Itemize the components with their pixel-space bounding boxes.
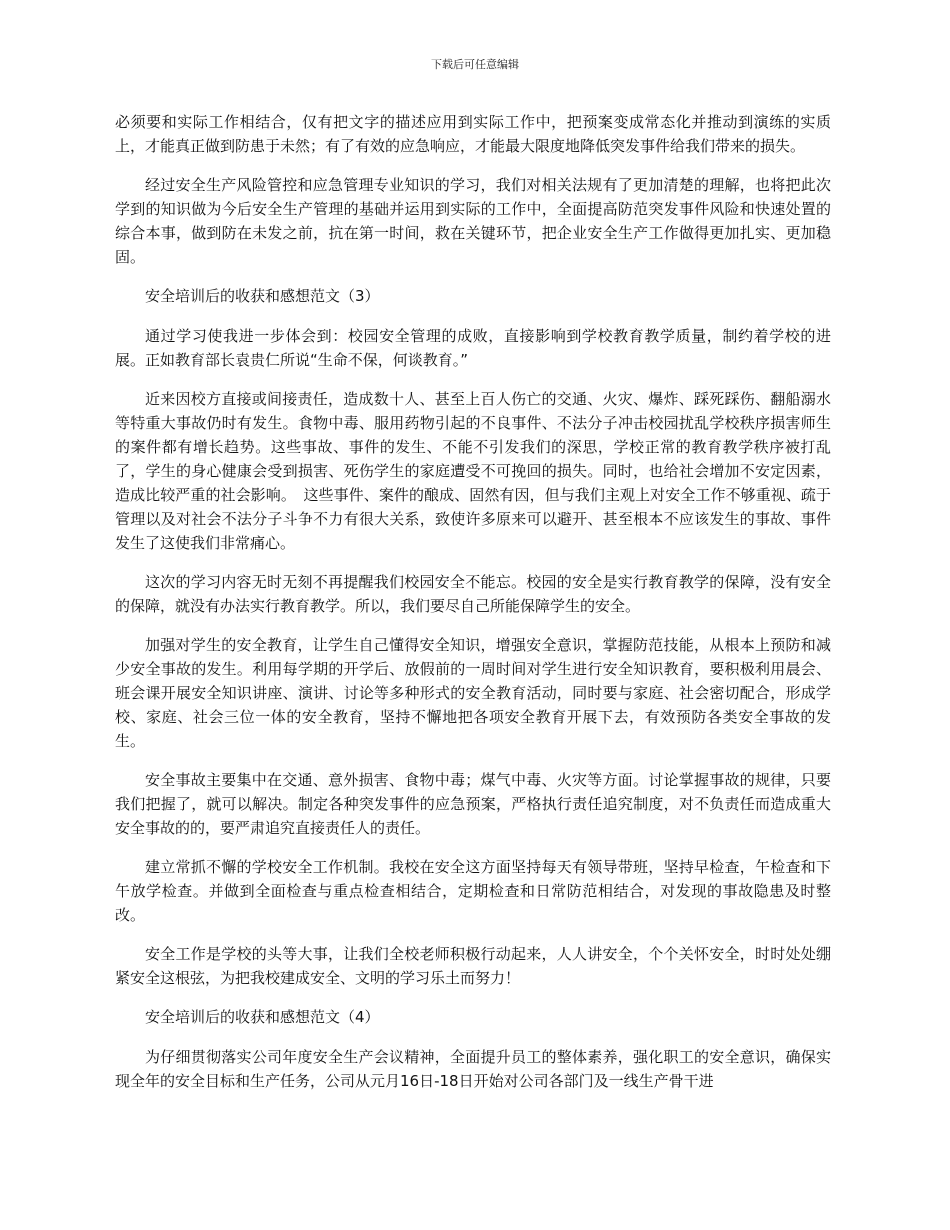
document-body [115, 110, 831, 1108]
page-header: 下载后可任意编辑 [431, 58, 519, 71]
paragraph: 加强对学生的安全教育，让学生自己懂得安全知识，增强安全意识，掌握防范技能，从根本上预防和减少安全事故的发生。利用每学期的开学后、放假前的一周时间对学生进行安全知识教育，要积极利用晨会、班会课开展安全知识讲座、演讲、讨论等多种形式的安全教育活动，同时要与家庭、社会密切配合，形成学校、家庭、社会三位一体的安全教育，坚持不懈地把各项安全教育开展下去，有效预防各类安全事故的发生。 [115, 636, 831, 750]
paragraph: 经过安全生产风险管控和应急管理专业知识的学习，我们对相关法规有了更加清楚的理解，也将把此次学到的知识做为今后安全生产管理的基础并运用到实际的工作中，全面提高防范突发事件风险和快速处置的综合本事，做到防在未发之前，抗在第一时间，救在关键环节，把企业安全生产工作做得更加扎实、更加稳固。 [115, 176, 831, 266]
paragraph: 通过学习使我进一步体会到：校园安全管理的成败，直接影响到学校教育教学质量，制约着学校的进展。正如教育部长袁贵仁所说“生命不保，何谈教育。” [115, 327, 831, 369]
paragraph: 安全事故主要集中在交通、意外损害、食物中毒；煤气中毒、火灾等方面。讨论掌握事故的规律，只要我们把握了，就可以解决。制定各种突发事件的应急预案，严格执行责任追究制度，对不负责任而造成重大安全事故的的，要严肃追究直接责任人的责任。 [115, 771, 831, 837]
paragraph: 这次的学习内容无时无刻不再提醒我们校园安全不能忘。校园的安全是实行教育教学的保障，没有安全的保障，就没有办法实行教育教学。所以，我们要尽自己所能保障学生的安全。 [115, 573, 831, 615]
paragraph-continuation: 必须要和实际工作相结合，仅有把文字的描述应用到实际工作中，把预案变成常态化并推动到演练的实质上，才能真正做到防患于未然；有了有效的应急响应，才能最大限度地降低突发事件给我们带来的损失。 [115, 113, 831, 155]
paragraph: 安全工作是学校的头等大事，让我们全校老师积极行动起来，人人讲安全，个个关怀安全，时时处处绷紧安全这根弦，为把我校建成安全、文明的学习乐土而努力！ [115, 945, 831, 987]
section-heading-3: 安全培训后的收获和感想范文（3） [145, 287, 380, 305]
paragraph: 近来因校方直接或间接责任，造成数十人、甚至上百人伤亡的交通、火灾、爆炸、踩死踩伤、翻船溺水等特重大事故仍时有发生。食物中毒、服用药物引起的不良事件、不法分子冲击校园扰乱学校秩序损害师生的案件都有增长趋势。这些事故、事件的发生、不能不引发我们的深思，学校正常的教育教学秩序被打乱了，学生的身心健康会受到损害、死伤学生的家庭遭受不可挽回的损失。同时，也给社会增加不安定因素，造成比较严重的社会影响。 这些事件、案件的酿成、固然有因，但与我们主观上对安全工作不够重视、疏于管理以及对社会不法分子斗争不力有很大关系，致使许多原来可以避开、甚至根本不应该发生的事故、事件发生了这使我们非常痛心。 [115, 390, 831, 552]
paragraph: 建立常抓不懈的学校安全工作机制。我校在安全这方面坚持每天有领导带班，坚持早检查，午检查和下午放学检查。并做到全面检查与重点检查相结合，定期检查和日常防范相结合，对发现的事故隐患及时整改。 [115, 858, 831, 924]
section-heading-4: 安全培训后的收获和感想范文（4） [145, 1008, 380, 1026]
paragraph: 为仔细贯彻落实公司年度安全生产会议精神，全面提升员工的整体素养，强化职工的安全意识，确保实现全年的安全目标和生产任务，公司从元月16日-18日开始对公司各部门及一线生产骨干进 [115, 1048, 831, 1090]
